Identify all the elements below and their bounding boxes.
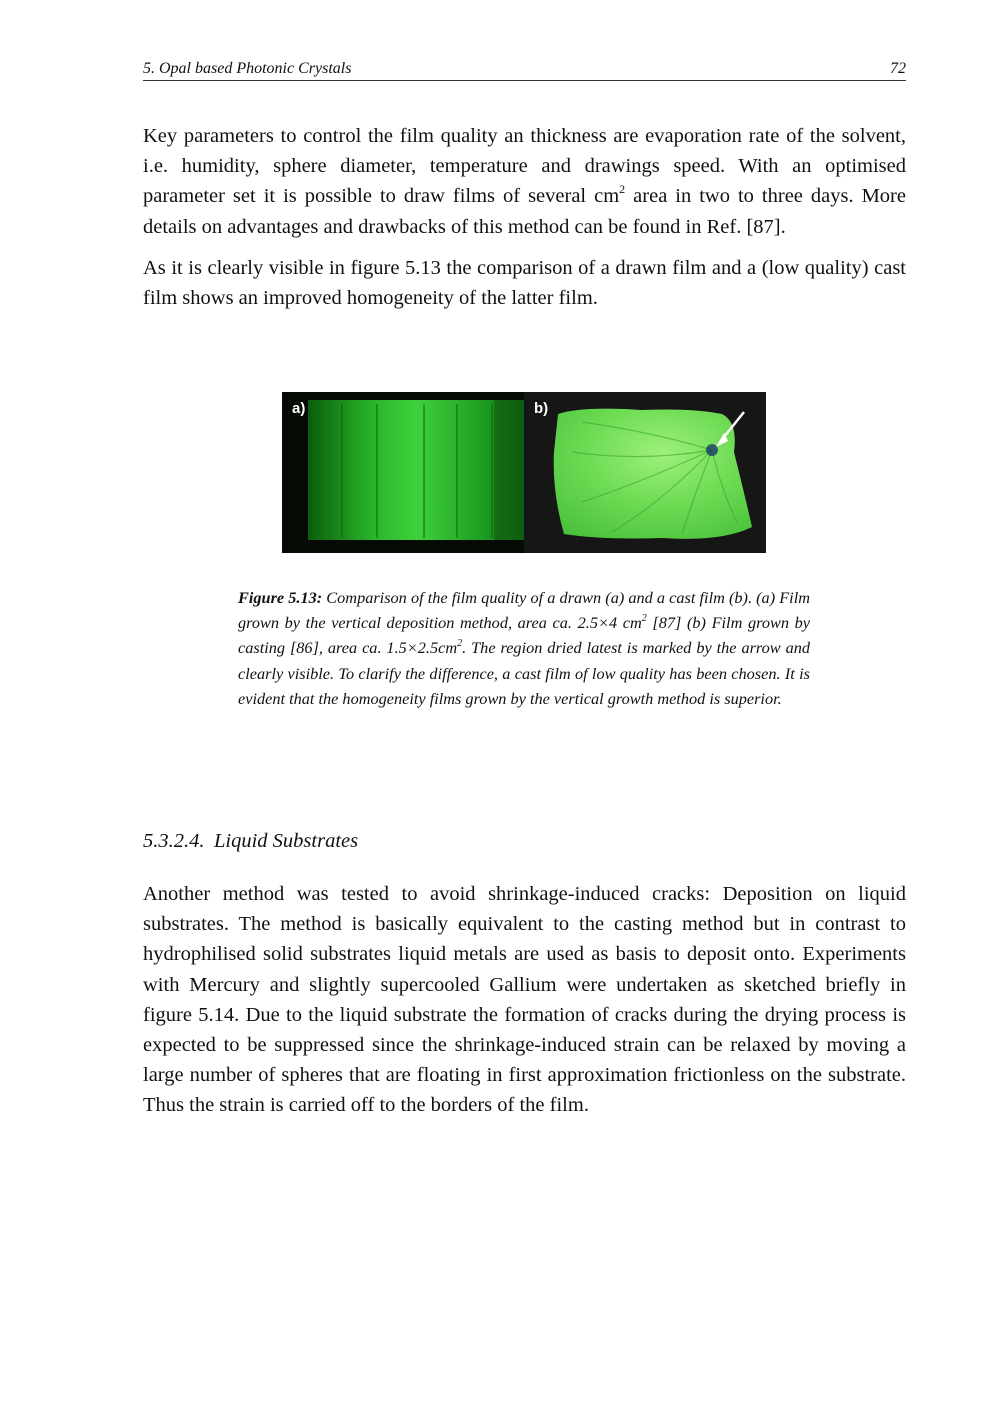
paragraph-parameters [143, 121, 906, 242]
section-title: Liquid Substrates [214, 830, 359, 852]
film-edge [494, 400, 524, 540]
page-number: 72 [890, 60, 906, 77]
panel-a-label: a) [292, 400, 306, 417]
caption-text: [87] (b) Film grown by casting [86], area ca. 1.5×2.5cm [238, 613, 810, 658]
running-header [143, 60, 906, 81]
superscript: 2 [457, 638, 463, 650]
paragraph-text: Key parameters to control the film quality an thickness are evaporation rate of the solvent, i.e. humidity, sphere diameter, temperature and drawings speed. With an optimised parameter set it is possible to draw films of several cm [143, 125, 906, 208]
superscript: 2 [619, 182, 626, 197]
chapter-title: 5. Opal based Photonic Crystals [143, 60, 352, 77]
section-number: 5.3.2.4. [143, 830, 205, 852]
caption-label: Figure 5.13: [238, 588, 323, 607]
caption-text: Comparison of the film quality of a drawn (a) and a cast film (b). (a) Film grown by the vertical deposition method, area ca. 2.5×4 cm [238, 588, 810, 633]
paragraph-text: area in two to three days. More details on advantages and drawbacks of this method can be found in Ref. [87]. [143, 185, 906, 238]
paragraph-comparison: As it is clearly visible in figure 5.13 the comparison of a drawn film and a (low quality) cast film shows an improved homogeneity of the latter film. [143, 257, 906, 310]
figure-image [282, 392, 766, 553]
panel-b-label: b) [534, 400, 549, 417]
superscript: 2 [641, 613, 647, 625]
caption-text: . The region dried latest is marked by the arrow and clearly visible. To clarify the difference, a cast film of low quality has been chosen. It is evident that the homogeneity films grown by the vertical growth method is superior. [238, 638, 810, 708]
figure-caption [238, 585, 810, 711]
dried-latest-spot [706, 444, 718, 456]
figure-5-13 [282, 392, 766, 553]
cast-film [554, 409, 752, 539]
section-heading [143, 830, 358, 853]
paragraph-liquid-substrates: Another method was tested to avoid shrinkage-induced cracks: Deposition on liquid substrates. The method is basically equivalent to the casting method but in contrast to hydrophilised solid substrates liquid metals are used as basis to deposit onto. Experiments with Mercury and slightly supercooled Gallium were undertaken as sketched briefly in figure 5.14. Due to the liquid substrate the formation of cracks during the drying process is expected to be suppressed since the shrinkage-induced strain can be relaxed by moving a large number of spheres that are floating in first approximation frictionless on the substrate. Thus the strain is carried off to the borders of the film. [143, 883, 906, 1117]
